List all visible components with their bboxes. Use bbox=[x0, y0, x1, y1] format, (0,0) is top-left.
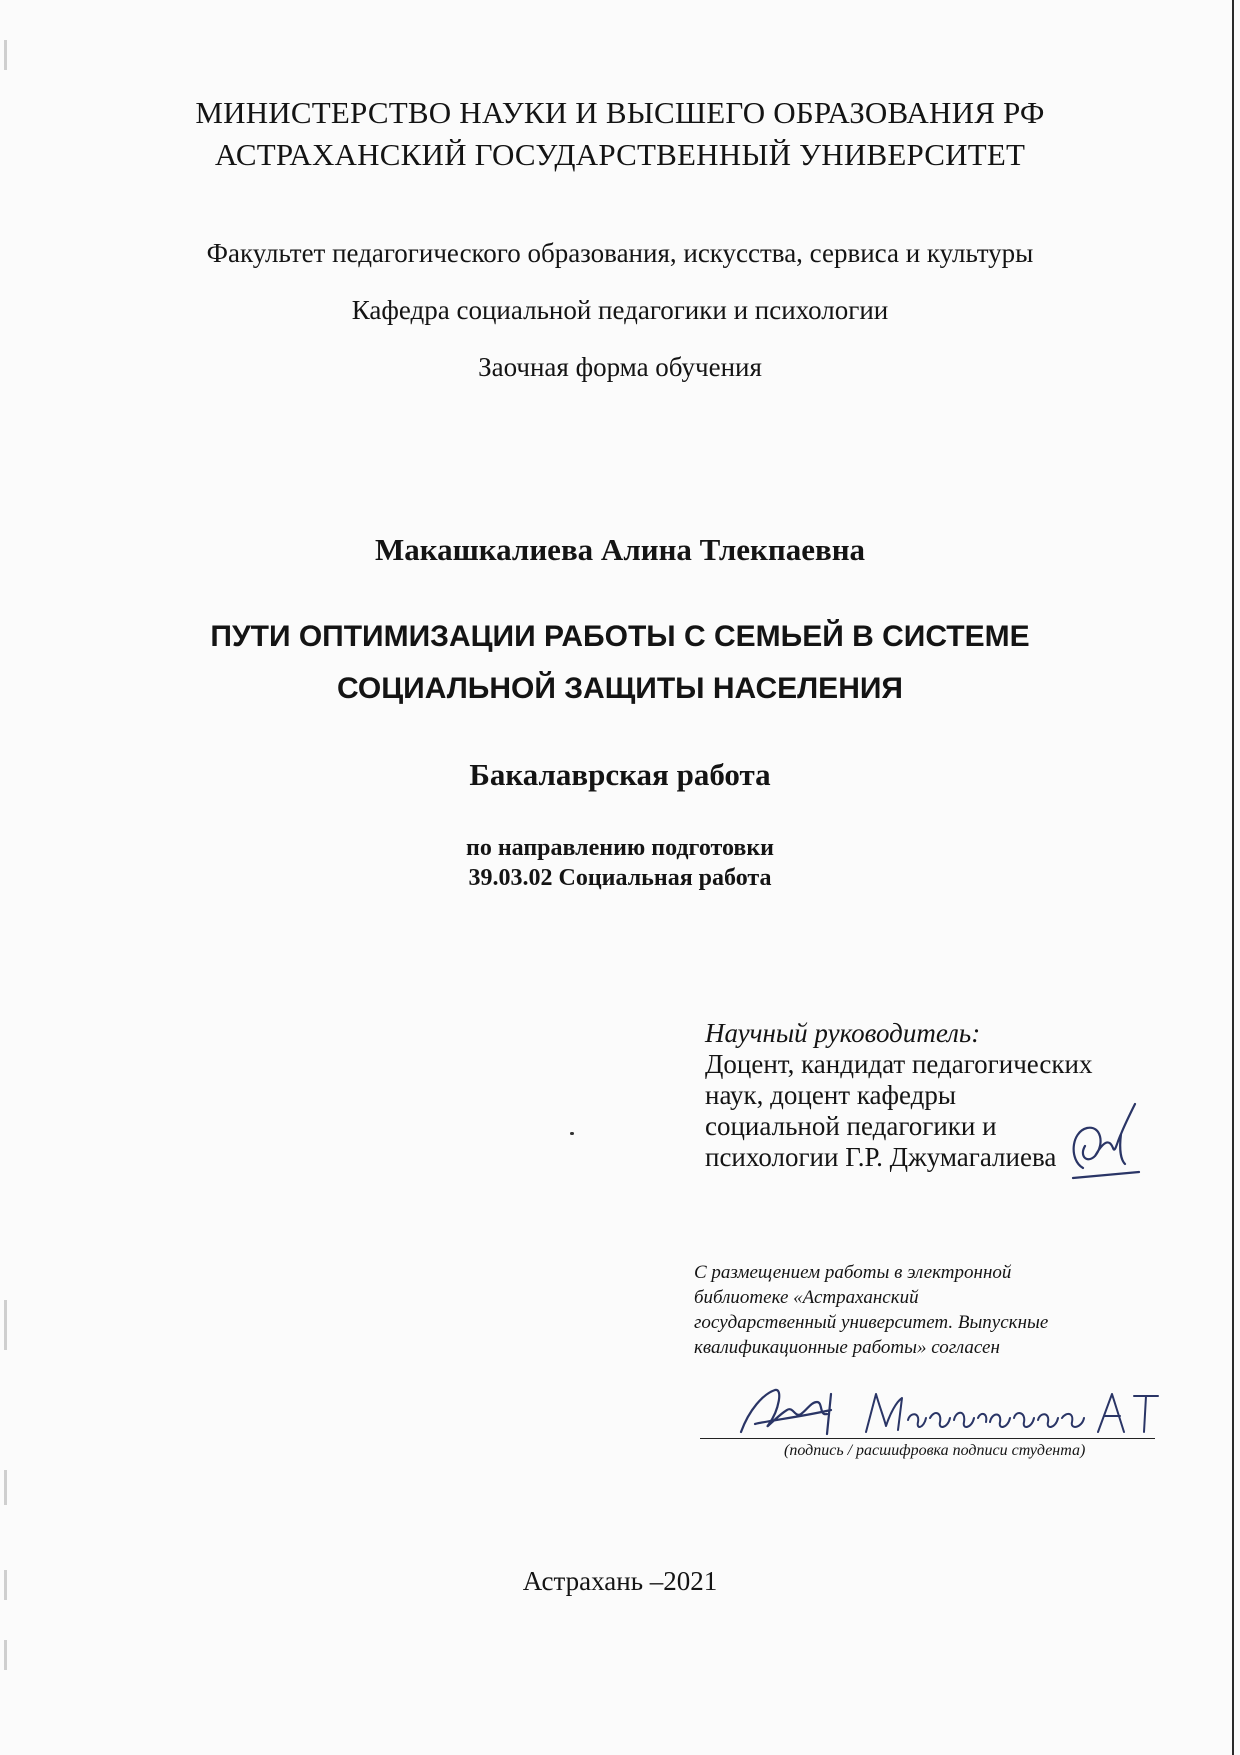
consent-line1: С размещением работы в электронной bbox=[694, 1262, 1012, 1283]
supervisor-line3: социальной педагогики и bbox=[705, 1111, 997, 1141]
scan-speck bbox=[570, 1132, 574, 1135]
supervisor-label: Научный руководитель: bbox=[705, 1018, 981, 1048]
faculty-name: Факультет педагогического образования, искусства, сервиса и культуры bbox=[206, 238, 1034, 268]
thesis-title-line1: ПУТИ ОПТИМИЗАЦИИ РАБОТЫ С СЕМЬЕЙ В СИСТЕМЕ bbox=[210, 620, 1030, 653]
signature-line bbox=[700, 1438, 1155, 1439]
supervisor-signature bbox=[1065, 1098, 1145, 1188]
consent-line4: квалификационные работы» согласен bbox=[694, 1337, 1000, 1358]
city-year: Астрахань –2021 bbox=[522, 1566, 718, 1596]
supervisor-line2: наук, доцент кафедры bbox=[705, 1080, 957, 1110]
ministry-name: МИНИСТЕРСТВО НАУКИ И ВЫСШЕГО ОБРАЗОВАНИЯ РФ bbox=[195, 95, 1045, 130]
ministry-header bbox=[0, 92, 1240, 176]
supervisor-line1: Доцент, кандидат педагогических bbox=[705, 1049, 1093, 1079]
signature-caption: (подпись / расшифровка подписи студента) bbox=[784, 1442, 1086, 1459]
consent-line2: библиотеке «Астраханский bbox=[694, 1287, 919, 1308]
university-name: АСТРАХАНСКИЙ ГОСУДАРСТВЕННЫЙ УНИВЕРСИТЕТ bbox=[214, 137, 1026, 172]
direction-line1: по направлению подготовки bbox=[465, 835, 775, 861]
consent-line3: государственный университет. Выпускные bbox=[694, 1312, 1049, 1333]
supervisor-line4: психологии Г.Р. Джумагалиева bbox=[705, 1142, 1057, 1172]
department-name: Кафедра социальной педагогики и психологии bbox=[351, 295, 889, 325]
study-direction bbox=[0, 833, 1240, 893]
student-signature bbox=[735, 1380, 845, 1442]
direction-line2: 39.03.02 Социальная работа bbox=[468, 865, 772, 891]
work-type: Бакалаврская работа bbox=[469, 757, 771, 792]
author-name: Макашкалиева Алина Тлекпаевна bbox=[374, 532, 866, 567]
study-form: Заочная форма обучения bbox=[478, 352, 762, 382]
student-name-handwritten bbox=[862, 1388, 1162, 1440]
thesis-title-line2: СОЦИАЛЬНОЙ ЗАЩИТЫ НАСЕЛЕНИЯ bbox=[336, 672, 903, 705]
thesis-title bbox=[0, 611, 1240, 715]
consent-block bbox=[694, 1260, 1164, 1360]
